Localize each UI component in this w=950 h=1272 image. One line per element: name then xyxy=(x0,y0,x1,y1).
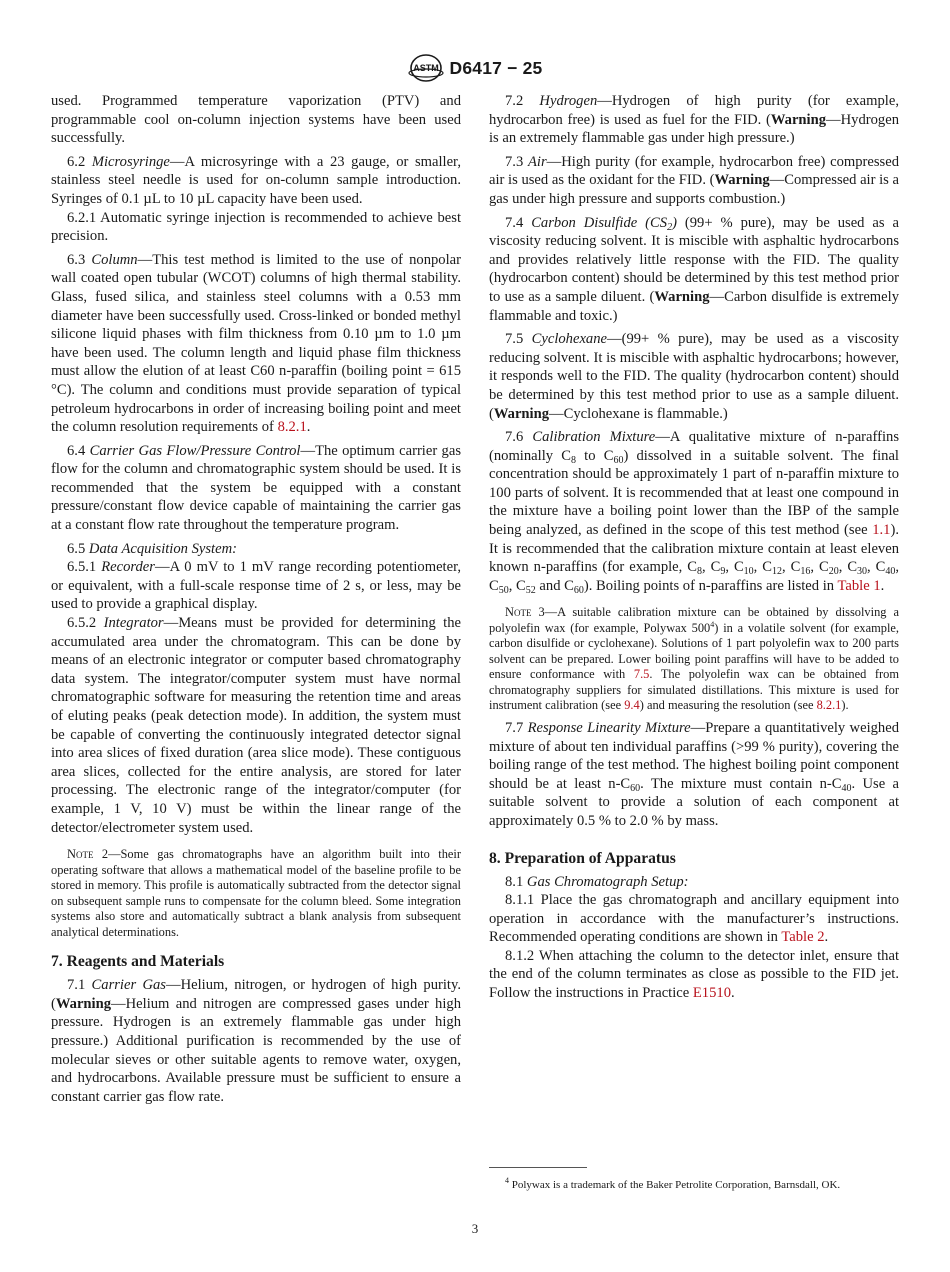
link-table-2[interactable]: Table 2 xyxy=(781,929,825,946)
section-title: Cyclohexane xyxy=(531,331,607,348)
section-title: Carrier Gas xyxy=(91,977,166,994)
section-title: Carrier Gas Flow/Pressure Control xyxy=(89,442,301,459)
footnote-ref-4: 4 xyxy=(710,619,715,629)
section-6-2: 6.2 Microsyringe—A microsyringe with a 23 gauge, or smaller, stainless steel needle is used for on-column sample introduction. Syringes of 0.1 µL to 10 µL capacity have been used. xyxy=(51,153,461,207)
left-column xyxy=(51,92,461,1106)
section-8-1: 8.1 Gas Chromatograph Setup: xyxy=(505,873,689,890)
footnote-marker: 4 xyxy=(505,1176,509,1185)
section-title: Integrator xyxy=(103,615,164,632)
note-3: Note 3—A suitable calibration mixture can be obtained by dissolving a polyolefin wax (for example, Polywax $500^4$) in a volatile solvent (for example, carbon disulfide or cyclohexane). Solutions of 1 part polyolefin wax to 200 parts solvent can be prepared. Lower boiling point paraffins will have to be added to ensure conformance with 7.5. The polyolefin wax can be obtained from chromatography suppliers for simulated distillations. This mixture is used for instrument calibration (see 9.4) and measuring the resolution (see 8.2.1). xyxy=(489,605,899,713)
section-6-5-2: 6.5.2 Integrator—Means must be provided for determining the accumulated area under the chromatogram. This can be done by means of an electronic integrator or computer based chromatography data system. The integrator/computer system must have normal chromatographic software for measuring the retention time and areas of eluting peaks (peak detection mode). In addition, the system must be capable of converting the continuously integrated detector signal into area slices of fixed duration (area slice mode). These contiguous area slices, collected for the entire analysis, are stored for later processing. The electronic range of the integrator/computer (for example, 1 V, 10 V) must be within the linear range of the detector/electrometer system used. xyxy=(51,615,461,836)
link-8-2-1[interactable]: 8.2.1 xyxy=(816,698,842,713)
warning-label: Warning xyxy=(654,288,710,305)
section-7-2: 7.2 Hydrogen—Hydrogen of high purity (for example, hydrocarbon free) is used as fuel for the FID. (Warning—Hydrogen is an extremely flammable gas under high pressure.) xyxy=(489,93,899,147)
section-7-3: 7.3 Air—High purity (for example, hydrocarbon free) compressed air is used as the oxidant for the FID. (Warning—Compressed air is a gas under high pressure and supports combustion.) xyxy=(489,153,899,207)
page-header xyxy=(0,53,950,83)
section-title: Response Linearity Mixture xyxy=(527,719,691,736)
document-id: D6417 − 25 xyxy=(449,57,543,78)
note-label: Note 3 xyxy=(505,605,545,620)
section-title: Carbon Disulfide $(CS_2)$ xyxy=(531,214,677,233)
section-7-7: 7.7 Response Linearity Mixture—Prepare a quantitatively weighed mixture of about ten individual paraffins (>99 % purity), covering the boiling range of the test method. The highest boiling point component should be at least $n-C_{60}$. The mixture must contain $n-C_{40}$. Use a suitable solvent to provide a solution of each component at approximately 0.5 % to 2.0 % by mass. xyxy=(489,719,899,829)
link-8-2-1[interactable]: 8.2.1 xyxy=(277,419,307,436)
section-8-1-2: 8.1.2 When attaching the column to the detector inlet, ensure that the end of the column terminates as close as possible to the FID jet. Follow the instructions in Practice E1510. xyxy=(489,947,899,1002)
section-8-1-1: 8.1.1 Place the gas chromatograph and ancillary equipment into operation in accordance with the manufacturer’s instructions. Recommended operating conditions are shown in Table 2. xyxy=(489,892,899,946)
section-7-5: 7.5 Cyclohexane—(99+ % pure), may be used as a viscosity reducing solvent. It is miscible with asphaltic hydrocarbons; however, it responds well to the FID. The quality (hydrocarbon content) should be determined by this test method prior to use as a sample diluent. (Warning—Cyclohexane is flammable.) xyxy=(489,331,899,422)
link-e1510[interactable]: E1510 xyxy=(692,985,731,1002)
section-6-5: 6.5 Data Acquisition System: xyxy=(67,540,237,557)
right-column xyxy=(489,92,899,1003)
warning-label: Warning xyxy=(493,405,550,422)
section-title: Air xyxy=(528,153,547,170)
warning-label: Warning xyxy=(770,111,827,128)
section-7-1: 7.1 Carrier Gas—Helium, nitrogen, or hydrogen of high purity. (Warning—Helium and nitrogen are compressed gases under high pressure. Hydrogen is an extremely flammable gas under high pressure.) Additional purification is recommended by the use of molecular sieves or other suitable agents to remove water, oxygen, and hydrocarbons. Available pressure must be sufficient to ensure a constant carrier gas flow rate. xyxy=(51,977,461,1105)
section-6-2-1: 6.2.1 Automatic syringe injection is recommended to achieve best precision. xyxy=(51,209,461,245)
section-title: Calibration Mixture xyxy=(532,429,656,446)
link-1-1[interactable]: 1.1 xyxy=(872,522,891,539)
footnote-4: $^4$ Polywax is a trademark of the Baker Petrolite Corporation, Barnsdall, OK. xyxy=(505,1176,841,1191)
section-7-4: 7.4 Carbon Disulfide $(CS_2)$ (99+ % pure), may be used as a viscosity reducing solvent. It is miscible with asphaltic hydrocarbons and provides relatively little response with the FID. The quality (hydrocarbon content) should be determined by this test method prior to use as a sample diluent. (Warning—Carbon disulfide is extremely flammable and toxic.) xyxy=(489,214,899,324)
section-title: Column xyxy=(91,251,138,268)
heading-section-7: 7. Reagents and Materials xyxy=(51,953,225,971)
warning-label: Warning xyxy=(55,995,112,1012)
link-table-1[interactable]: Table 1 xyxy=(837,577,881,594)
note-2: Note 2—Some gas chromatographs have an algorithm built into their operating software that allows a mathematical model of the baseline profile to be stored in memory. This profile is automatically subtracted from the detector signal on subsequent sample runs to compensate for the column bleed. Some integration systems also store and automatically subtract a blank analysis from subsequent analytical determinations. xyxy=(51,847,461,939)
note-label: Note 2 xyxy=(67,847,109,862)
paragraph-6-1-continued: used. Programmed temperature vaporization (PTV) and programmable cool on-column injection systems have been used successfully. xyxy=(51,93,461,147)
section-6-3: 6.3 Column—This test method is limited to the use of nonpolar wall coated open tubular (WCOT) columns of high thermal stability. Glass, fused silica, and stainless steel columns with a 0.53 mm diameter have been successfully used. Cross-linked or bonded methyl silicone liquid phases with film thickness from 0.10 µm to 1.0 µm have been used. The column length and liquid phase film thickness must allow the elution of at least C60 n-paraffin (boiling point = 615 °C). The column and conditions must provide separation of typical petroleum hydrocarbons in order of increasing boiling point and meet the column resolution requirements of 8.2.1. xyxy=(51,251,461,436)
astm-logo-icon xyxy=(408,53,444,83)
svg-text:ASTM: ASTM xyxy=(412,63,439,73)
footnote-divider xyxy=(489,1167,587,1168)
page-number: 3 xyxy=(471,1221,479,1236)
section-title: Recorder xyxy=(101,559,155,576)
section-7-6: 7.6 Calibration Mixture—A qualitative mixture of n-paraffins (nominally $C_8$ to $C_{60}$) dissolved in a suitable solvent. The final concentration should be approximately 1 part of n-paraffin mixture to 100 parts of solvent. It is recommended that at least one compound in the mixture have a boiling point lower than the IBP of the sample being analyzed, as defined in the scope of this test method (see 1.1). It is recommended that the calibration mixture contain at least eleven known n-paraffins (for example, $C_8$, $C_9$, $C_{10}$, $C_{12}$, $C_{16}$, $C_{20}$, $C_{30}$, $C_{40}$, $C_{50}$, $C_{52}$ and $C_{60}$). Boiling points of n-paraffins are listed in Table 1. xyxy=(489,429,900,596)
section-6-5-1: 6.5.1 Recorder—A 0 mV to 1 mV range recording potentiometer, or equivalent, with a full-scale response time of 2 s, or less, may be used to provide a graphical display. xyxy=(51,559,461,613)
link-9-4[interactable]: 9.4 xyxy=(624,698,640,713)
section-title: Data Acquisition System: xyxy=(88,540,237,557)
warning-label: Warning xyxy=(714,172,770,189)
section-6-4: 6.4 Carrier Gas Flow/Pressure Control—The optimum carrier gas flow for the column and chromatographic system should be used. It is recommended that the system be equipped with a constant pressure/constant flow device capable of maintaining the carrier gas at a constant flow rate throughout the temperature program. xyxy=(51,442,461,534)
section-title: Microsyringe xyxy=(91,153,170,170)
link-7-5[interactable]: 7.5 xyxy=(633,667,650,682)
section-title: Gas Chromatograph Setup: xyxy=(526,873,689,890)
carbon-list: $C_8$, $C_9$, $C_{10}$, $C_{12}$, $C_{16}$, $C_{20}$, $C_{30}$, $C_{40}$, $C_{50}$, $C_{52}$ and $C_{60}$ xyxy=(489,559,900,596)
section-title: Hydrogen xyxy=(539,93,598,109)
heading-section-8: 8. Preparation of Apparatus xyxy=(489,849,676,867)
